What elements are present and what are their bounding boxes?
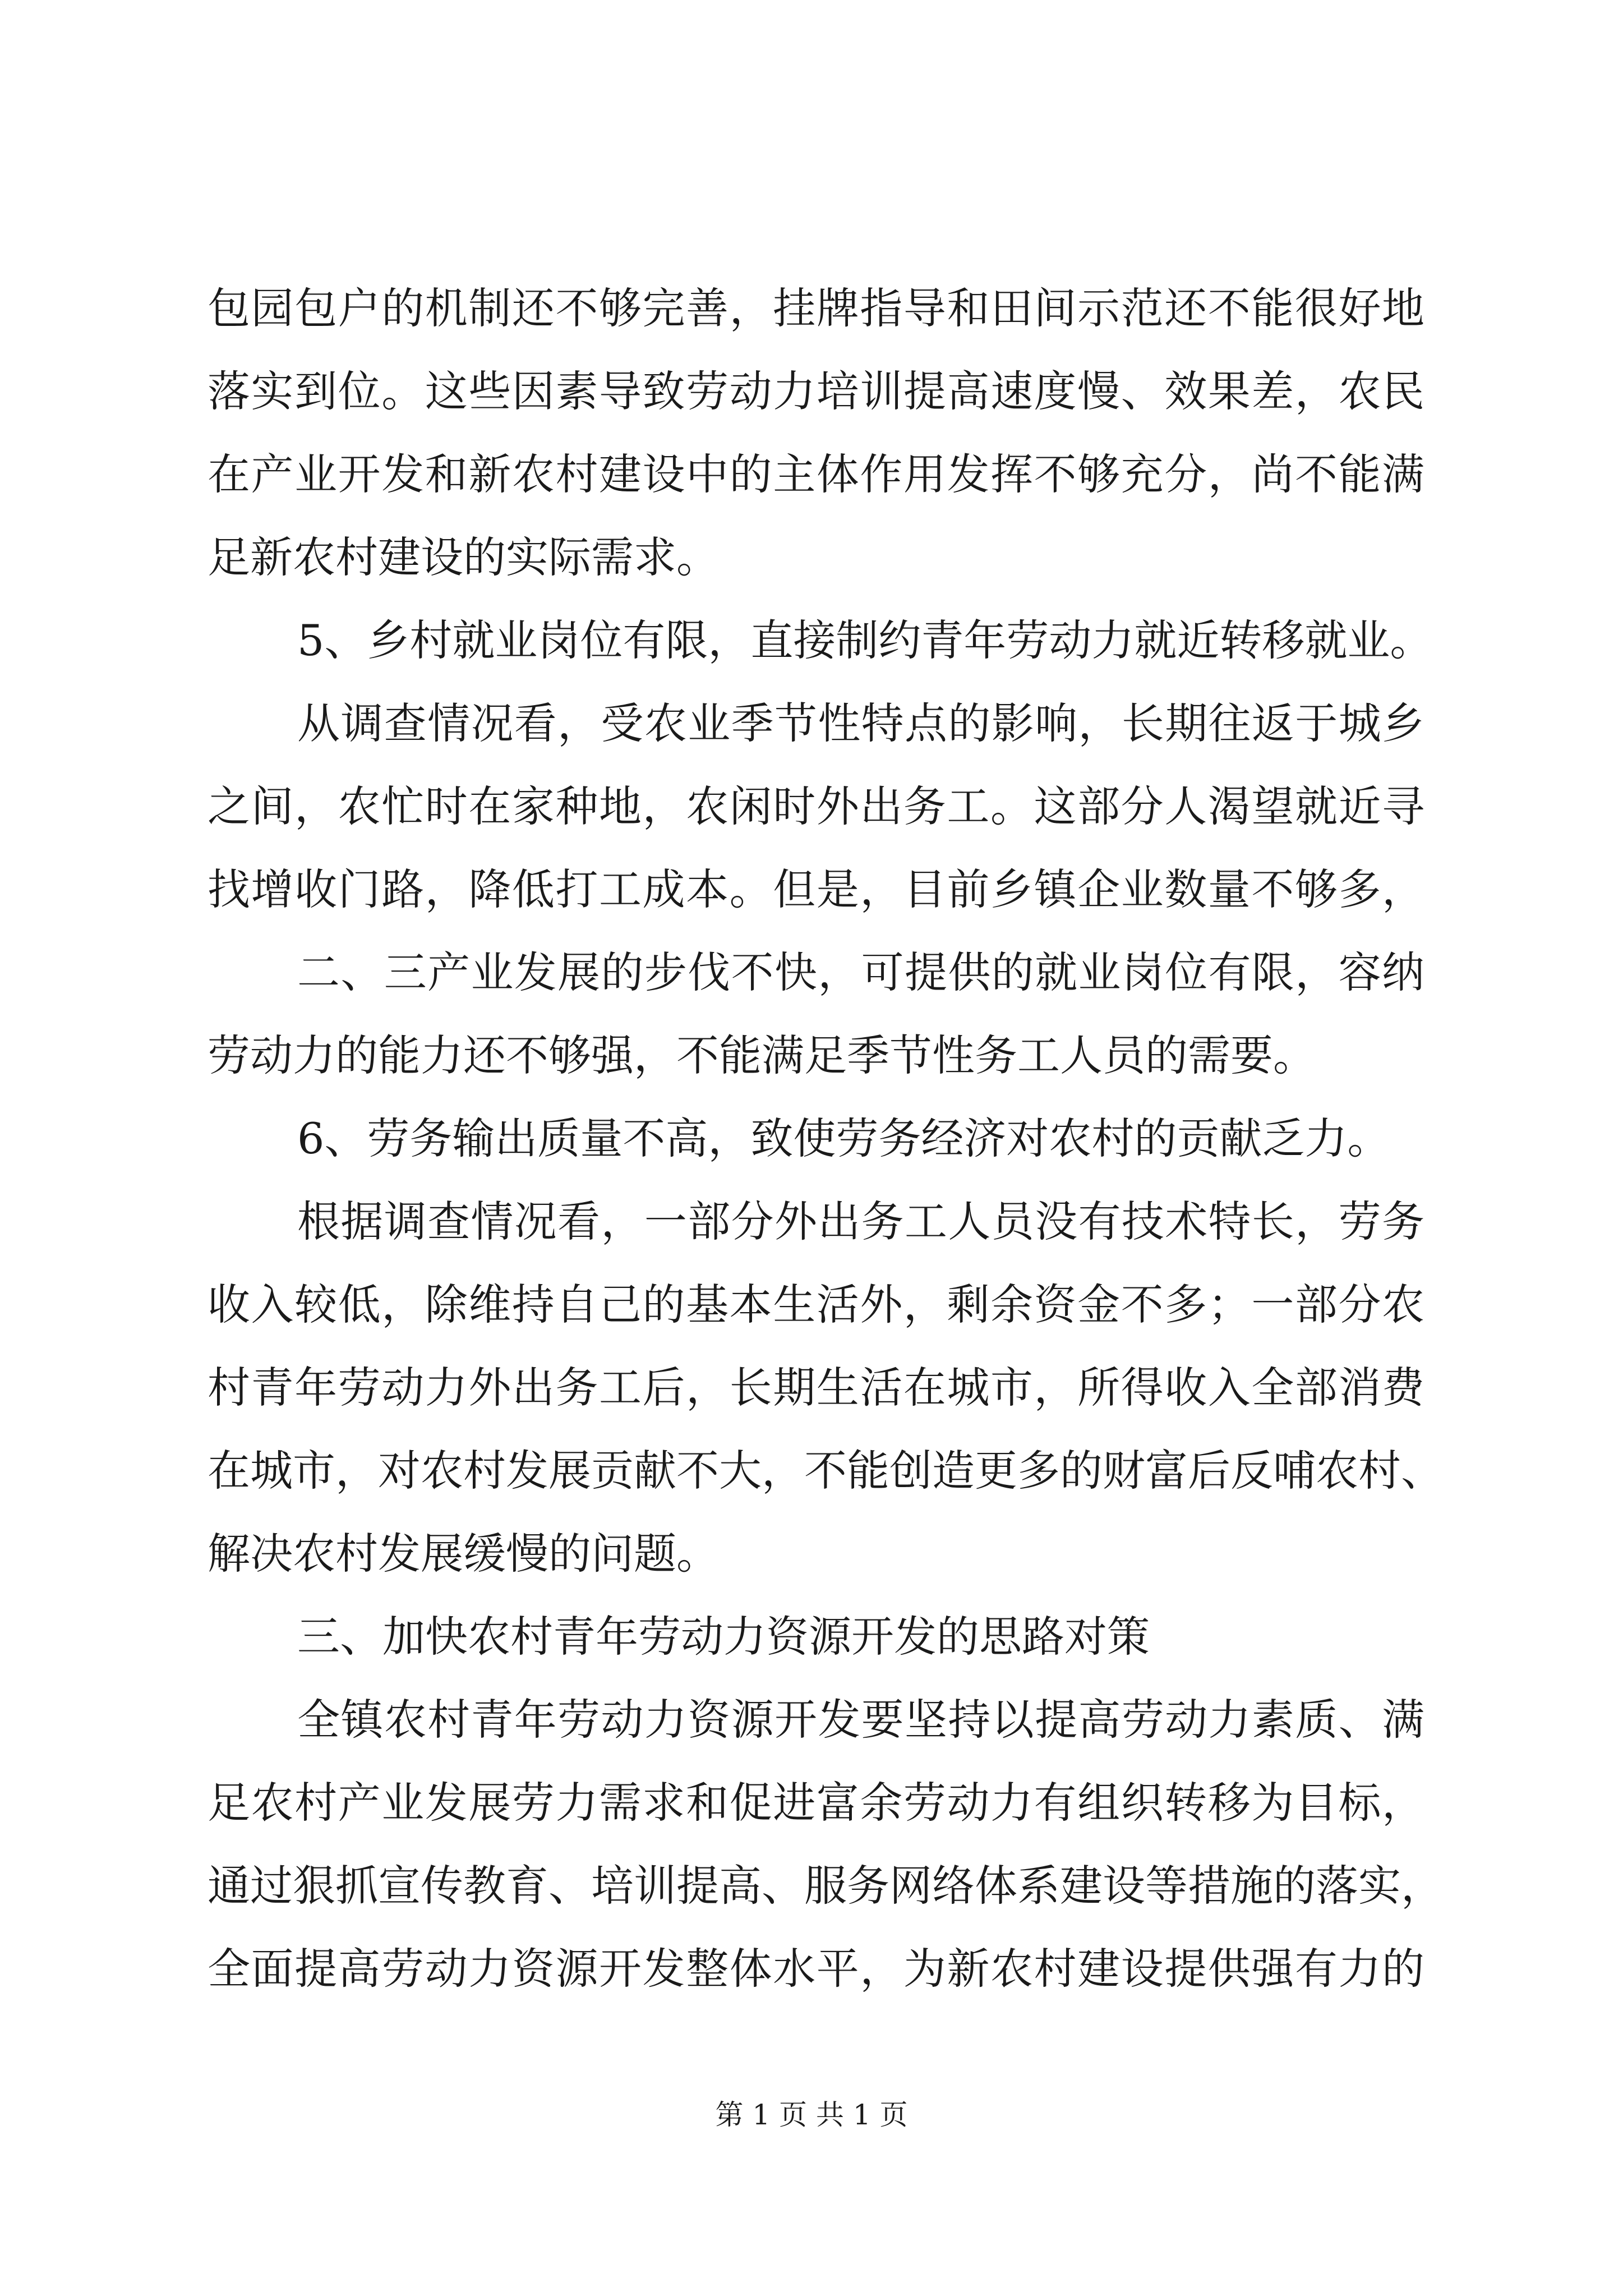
text-line: 劳动力的能力还不够强，不能满足季节性务工人员的需要。 (208, 1030, 1316, 1080)
text-line: 包园包户的机制还不够完善，挂牌指导和田间示范还不能很好地 (208, 283, 1424, 333)
text-line: 全镇农村青年劳动力资源开发要坚持以提高劳动力素质、满 (297, 1695, 1424, 1745)
text-line: 足农村产业发展劳力需求和促进富余劳动力有组织转移为目标， (208, 1778, 1424, 1828)
section-heading-3: 三、加快农村青年劳动力资源开发的思路对策 (297, 1612, 1150, 1662)
text-line: 根据调查情况看，一部分外出务工人员没有技术特长，劳务 (297, 1197, 1424, 1246)
text-line: 通过狠抓宣传教育、培训提高、服务网络体系建设等措施的落实， (208, 1861, 1444, 1911)
text-line: 全面提高劳动力资源开发整体水平，为新农村建设提供强有力的 (208, 1944, 1424, 1994)
text-line: 二、三产业发展的步伐不快，可提供的就业岗位有限，容纳 (297, 947, 1424, 997)
text-line: 落实到位。这些因素导致劳动力培训提高速度慢、效果差，农民 (208, 366, 1424, 416)
text-line: 村青年劳动力外出务工后，长期生活在城市，所得收入全部消费 (208, 1363, 1424, 1412)
text-line: 之间，农忙时在家种地，农闲时外出务工。这部分人渴望就近寻 (208, 781, 1424, 831)
text-line: 解决农村发展缓慢的问题。 (208, 1529, 719, 1579)
text-line: 足新农村建设的实际需求。 (208, 532, 719, 582)
text-line: 收入较低，除维持自己的基本生活外，剩余资金不多；一部分农 (208, 1280, 1424, 1329)
text-line: 找增收门路，降低打工成本。但是，目前乡镇企业数量不够多， (208, 864, 1424, 914)
section-heading-5: 5、乡村就业岗位有限，直接制约青年劳动力就近转移就业。 (297, 615, 1433, 665)
text-line: 从调查情况看，受农业季节性特点的影响，长期往返于城乡 (297, 698, 1424, 748)
text-line: 在城市，对农村发展贡献不大，不能创造更多的财富后反哺农村、 (208, 1446, 1444, 1496)
page-number-footer: 第 1 页 共 1 页 (715, 2099, 908, 2131)
section-heading-6: 6、劳务输出质量不高，致使劳务经济对农村的贡献乏力。 (297, 1114, 1390, 1163)
text-line: 在产业开发和新农村建设中的主体作用发挥不够充分，尚不能满 (208, 449, 1424, 499)
